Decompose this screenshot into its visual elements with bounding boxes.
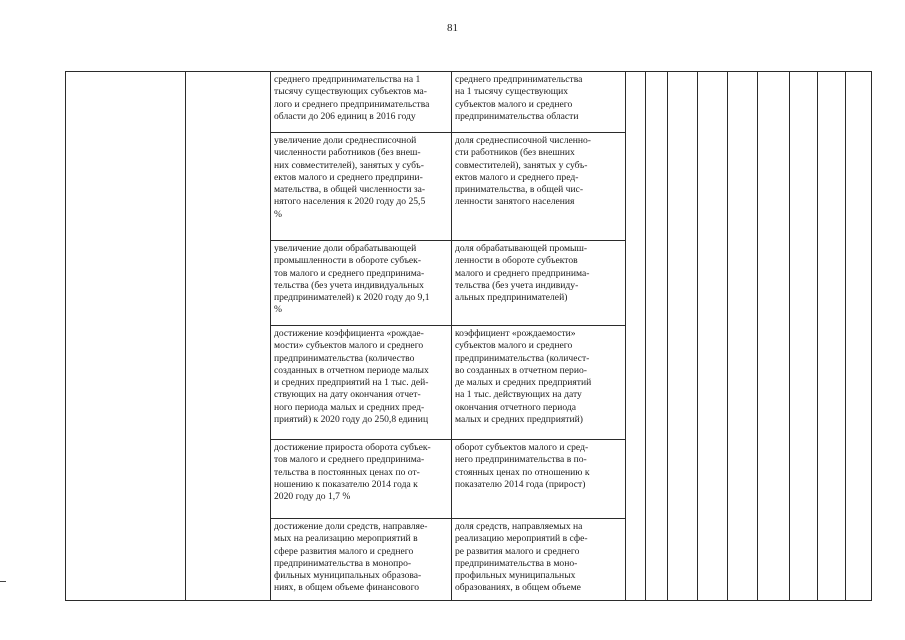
table-row: [66, 72, 872, 133]
indicator-text: увеличение доли обрабатывающей промышленности в обороте субъек- тов малого и среднего предпринима- тельства (без учета индивидуальных предпринимателей) к 2020 году до 9,1 %: [274, 243, 430, 316]
indicator-cell: [271, 440, 452, 519]
value-column-cell: [790, 72, 818, 601]
measure-cell: [452, 72, 626, 133]
goal-column-cell: [66, 72, 186, 601]
measure-cell: [452, 440, 626, 519]
measure-text: оборот субъектов малого и сред- него предпринимательства в по- стоянных ценах по отношению к показателю 2014 года (прирост): [455, 442, 590, 490]
indicator-cell: [271, 326, 452, 440]
value-column-cell: [846, 72, 872, 601]
value-column-cell: [668, 72, 698, 601]
measure-text: доля среднесписочной численно- сти работников (без внешних совместителей), занятых у субъ- ектов малого и среднего пред- принимательства, в общей чис- ленности занятого населения: [455, 135, 591, 208]
indicator-text: достижение доли средств, направляе- мых на реализацию мероприятий в сфере развития малого и среднего предпринимательства в монопро- фильных муниципальных образова- ниях, в общем объеме финансового: [274, 521, 428, 594]
value-column-cell: [626, 72, 646, 601]
measure-cell: [452, 241, 626, 326]
indicator-text: увеличение доли среднесписочной численности работников (без внеш- них совместителей), занятых у субъ- ектов малого и среднего предприни- мательства, в общей численности за- нятого населения к 2020 году до 25,5 %: [274, 135, 426, 220]
program-indicators-table: [65, 71, 872, 601]
indicator-cell: [271, 133, 452, 241]
measure-text: коэффициент «рождаемости» субъектов малого и среднего предпринимательства (количест- во созданных в отчетном перио- де малых и средних предприятий на 1 тыс. действующих на дату окончания отчетного периода малых и средних предприятий): [455, 328, 592, 426]
measure-text: среднего предпринимательства на 1 тысячу существующих субъектов малого и среднего предпринимательства области: [455, 74, 583, 122]
measure-cell: [452, 519, 626, 601]
page-number: 81: [447, 22, 458, 34]
indicator-text: среднего предпринимательства на 1 тысячу существующих субъектов ма- лого и среднего предпринимательства области до 206 единиц в 2016 году: [274, 74, 430, 122]
measure-cell: [452, 133, 626, 241]
indicator-text: достижение прироста оборота субъек- тов малого и среднего предпринима- тельства в постоянных ценах по от- ношению к показателю 2014 года к 2020 году до 1,7 %: [274, 442, 431, 503]
indicator-cell: [271, 241, 452, 326]
indicator-text: достижение коэффициента «рождае- мости» субъектов малого и среднего предпринимательства (количество созданных в отчетном периоде малых и средних предприятий на 1 тыс. дей- ствующих на дату окончания отчет- ного периода малых и средних пред- приятий) к 2020 году до 250,8 единиц: [274, 328, 429, 426]
value-column-cell: [646, 72, 668, 601]
measure-text: доля средств, направляемых на реализацию мероприятий в сфе- ре развития малого и среднего предпринимательства в моно- профильных муниципальных образованиях, в общем объеме: [455, 521, 588, 594]
measure-text: доля обрабатывающей промыш- ленности в обороте субъектов малого и среднего предпринима- тельства (без учета индивиду- альных предпринимателей): [455, 243, 590, 304]
task-column-cell: [186, 72, 271, 601]
margin-mark: [0, 581, 6, 582]
value-column-cell: [818, 72, 846, 601]
value-column-cell: [698, 72, 728, 601]
value-column-cell: [728, 72, 758, 601]
indicator-cell: [271, 72, 452, 133]
measure-cell: [452, 326, 626, 440]
value-column-cell: [758, 72, 790, 601]
indicator-cell: [271, 519, 452, 601]
